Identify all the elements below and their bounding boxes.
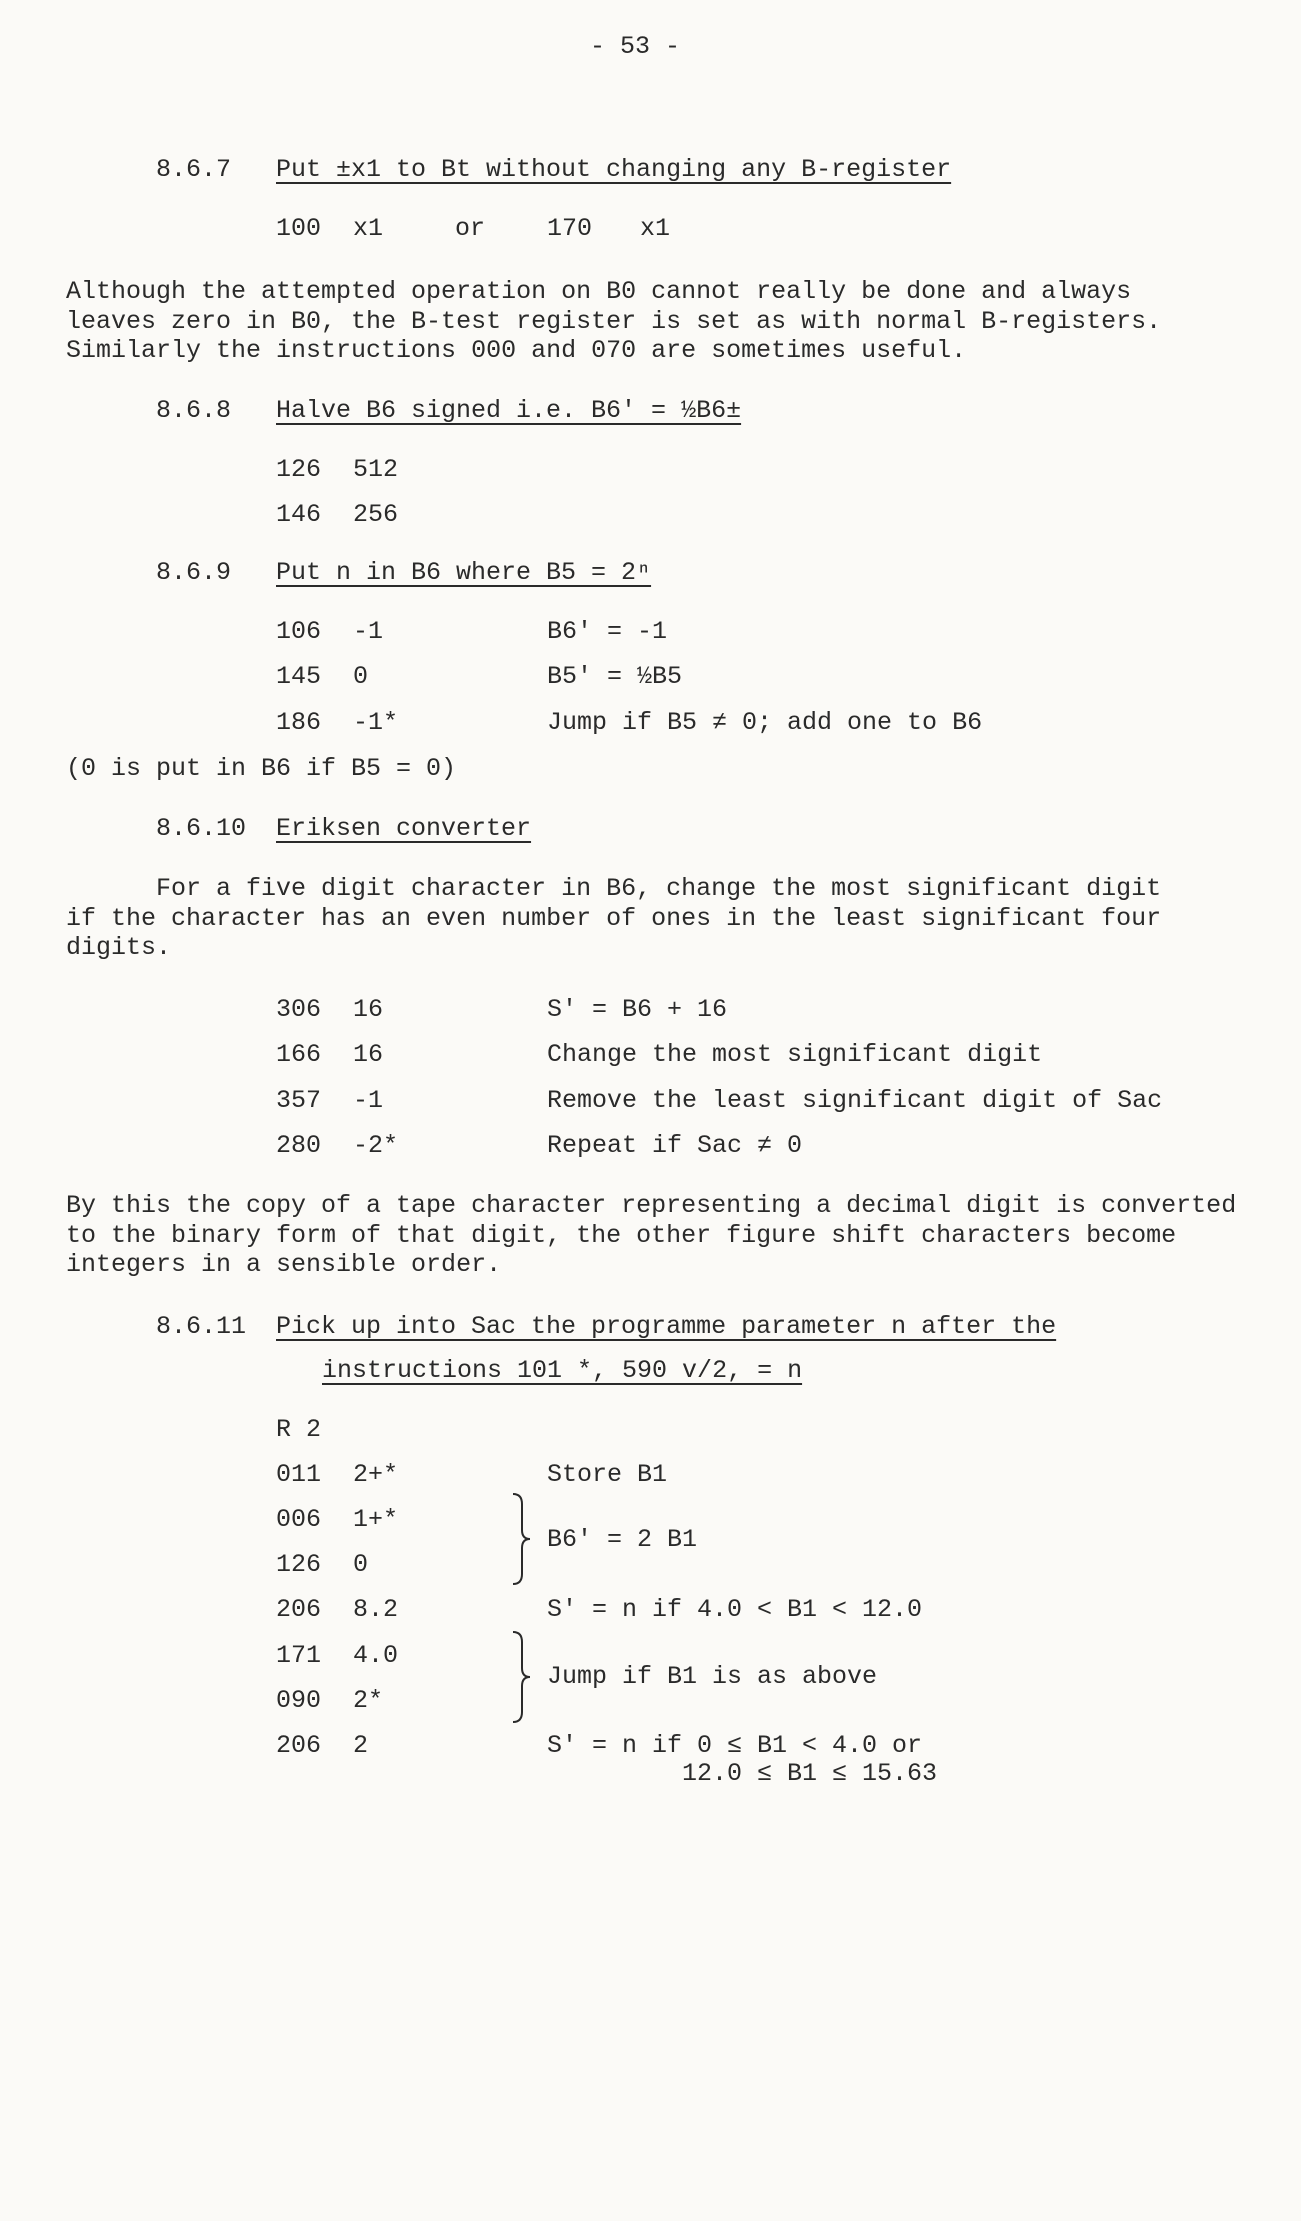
note-b5-zero: (0 is put in B6 if B5 = 0) [66,754,457,783]
instruction-code: 206 [276,1595,322,1624]
instruction-operand: x1 [640,214,671,243]
section-number-8-6-9: 8.6.9 [156,558,232,587]
instruction-comment-continued: 12.0 ≤ B1 ≤ 15.63 [682,1759,938,1788]
instruction-code: 106 [276,617,322,646]
instruction-operand: -2* [353,1131,399,1160]
instruction-code: 357 [276,1086,322,1115]
instruction-operand: 2* [353,1686,384,1715]
instruction-comment: Store B1 [547,1460,668,1489]
instruction-code: 171 [276,1641,322,1670]
paragraph-conversion-result: By this the copy of a tape character representing a decimal digit is converted to the binary form of that digit, the other figure shift characters become integers in a sensible order. [66,1191,1237,1279]
section-title-8-6-10: Eriksen converter [276,814,532,843]
instruction-operand: 0 [353,662,369,691]
section-number-8-6-8: 8.6.8 [156,396,232,425]
instruction-code: 146 [276,500,322,529]
paragraph-b0-explanation: Although the attempted operation on B0 cannot really be done and always leaves zero in B0, the B-test register is set as with normal B-registers. Similarly the instructions 000 and 070 are sometimes useful. [66,277,1162,365]
instruction-code: 090 [276,1686,322,1715]
instruction-operand: 2 [353,1731,369,1760]
instruction-comment: Jump if B5 ≠ 0; add one to B6 [547,708,983,737]
right-brace-icon [512,1630,526,1724]
instruction-operand: 0 [353,1550,369,1579]
instruction-code: 126 [276,455,322,484]
section-title-8-6-11-line2: instructions 101 *, 590 v/2, = n [322,1356,803,1385]
section-number-8-6-10: 8.6.10 [156,814,247,843]
instruction-code: 011 [276,1460,322,1489]
instruction-operand: 512 [353,455,399,484]
instruction-operand: 8.2 [353,1595,399,1624]
instruction-comment: Repeat if Sac ≠ 0 [547,1131,803,1160]
instruction-comment: B6′ = -1 [547,617,668,646]
instruction-operand: 1+* [353,1505,399,1534]
instruction-comment: S′ = B6 + 16 [547,995,728,1024]
instruction-code: 170 [547,214,593,243]
section-number-8-6-7: 8.6.7 [156,155,232,184]
brace-comment: Jump if B1 is as above [547,1662,878,1691]
instruction-code: 126 [276,1550,322,1579]
brace-comment: B6′ = 2 B1 [547,1525,698,1554]
instruction-comment: Change the most significant digit [547,1040,1043,1069]
instruction-code: 206 [276,1731,322,1760]
instruction-comment: Remove the least significant digit of Sac [547,1086,1163,1115]
section-title-8-6-8: Halve B6 signed i.e. B6′ = ½B6± [276,396,742,425]
instruction-code: 306 [276,995,322,1024]
instruction-code: 145 [276,662,322,691]
instruction-operand: -1* [353,708,399,737]
instruction-comment: S′ = n if 4.0 < B1 < 12.0 [547,1595,923,1624]
section-number-8-6-11: 8.6.11 [156,1312,247,1341]
instruction-operand: -1 [353,1086,384,1115]
instruction-operand: 16 [353,995,384,1024]
right-brace-icon [512,1492,526,1586]
instruction-operand: 16 [353,1040,384,1069]
instruction-code: 006 [276,1505,322,1534]
instruction-operand: x1 [353,214,384,243]
instruction-operand: -1 [353,617,384,646]
instruction-operand: 2+* [353,1460,399,1489]
or-label: or [455,214,486,243]
section-title-8-6-7: Put ±x1 to Bt without changing any B-register [276,155,952,184]
instruction-code: 100 [276,214,322,243]
page-number: - 53 - [590,32,681,61]
instruction-comment: B5′ = ½B5 [547,662,683,691]
instruction-operand: 4.0 [353,1641,399,1670]
instruction-operand: 256 [353,500,399,529]
section-title-8-6-11-line1: Pick up into Sac the programme parameter n after the [276,1312,1057,1341]
instruction-code: 166 [276,1040,322,1069]
instruction-code: 186 [276,708,322,737]
paragraph-converter-description: For a five digit character in B6, change the most significant digit if the character has an even number of ones in the least significant four digits. [66,874,1162,962]
section-title-8-6-9: Put n in B6 where B5 = 2ⁿ [276,558,652,587]
routine-label: R 2 [276,1415,322,1444]
instruction-code: 280 [276,1131,322,1160]
instruction-comment: S′ = n if 0 ≤ B1 < 4.0 or [547,1731,923,1760]
